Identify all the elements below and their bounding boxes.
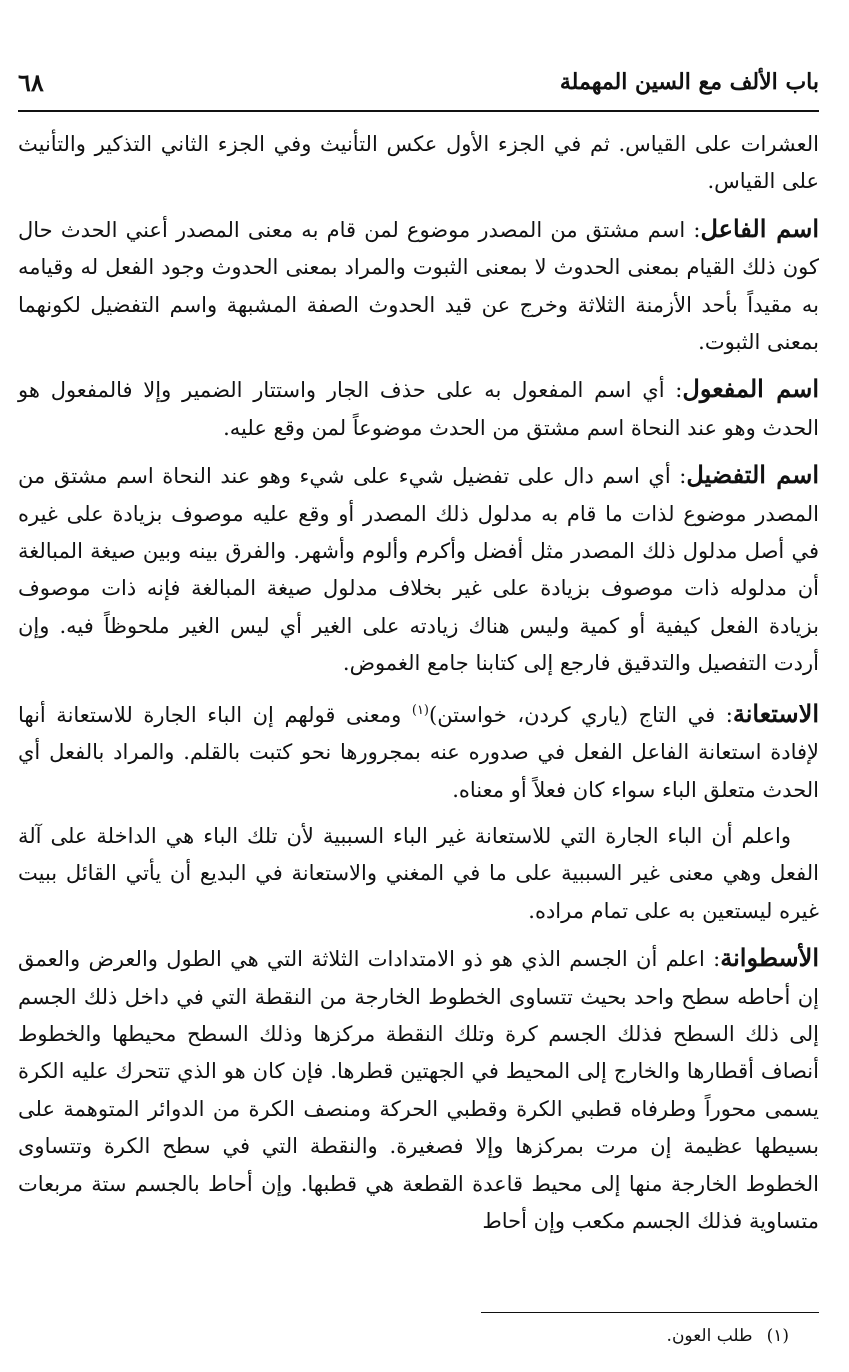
footnote-rule (481, 1312, 819, 1313)
entry-ism-al-fail (18, 210, 819, 362)
entry-term: اسم المفعول (682, 374, 819, 404)
entry-al-ustuwana (18, 939, 819, 1240)
entry-term: الاستعانة (732, 698, 819, 728)
page-header (18, 62, 819, 102)
entry-text: : أي اسم المفعول به على حذف الجار واستتار الضمير وإلا فالمفعول هو الحدث وهو عند النحاة اسم مشتق من الحدث موضوعاً لمن وقع عليه. (18, 378, 819, 440)
footnote-number: (١) (766, 1326, 789, 1346)
entry-al-istiana (18, 692, 819, 809)
entry-term: اسم الفاعل (700, 213, 819, 243)
entry-term: الأسطوانة (720, 943, 819, 973)
paragraph (18, 126, 819, 201)
entry-ism-al-maful (18, 370, 819, 447)
footnote (667, 1325, 789, 1347)
entry-text: : اسم مشتق من المصدر موضوع لمن قام به معنى المصدر أعني الحدث حال كون ذلك القيام بمعنى الحدوث لا بمعنى الثبوت والمراد بمعنى الحدوث وجود الفعل له وقيامه به مقيداً بأحد الأزمنة الثلاثة وخرج عن قيد الحدوث الصفة المشبهة واسم التفضيل لكونهما بمعنى الثبوت. (18, 217, 819, 355)
paragraph-text: واعلم أن الباء الجارة التي للاستعانة غير الباء السببية لأن تلك الباء هي الداخلة على آلة الفعل وهي معنى غير السببية على ما في المغني والاستعانة في البديع أن يأتي القائل ببيت غيره ليستعين به على تمام مراده. (18, 823, 819, 923)
running-title: باب الألف مع السين المهملة (559, 69, 819, 95)
footnote-text: طلب العون. (666, 1326, 753, 1346)
header-rule (18, 110, 819, 112)
entry-text: : أي اسم دال على تفضيل شيء على شيء وهو عند النحاة اسم مشتق من المصدر موضوع لذات ما قام به مدلول ذلك المصدر أو وقع عليه موصوف بزيادة على غيره في أصل مدلول ذلك المصدر مثل أفضل وأكرم وألوم وأشهر. والفرق بينه وبين صيغة المبالغة أن مدلوله ذات موصوف بزيادة على غير بخلاف مدلول صيغة المبالغة فإنه ذات موصوف بزيادة الفعل كيفية أو كمية وليس هناك زيادته على الغير أي ليس الغير ملحوظاً فيه. وإن أردت التفصيل والتدقيق فارجع إلى كتابنا جامع الغموض. (18, 464, 820, 676)
paragraph-text: العشرات على القياس. ثم في الجزء الأول عكس التأنيث وفي الجزء الثاني التذكير والتأنيث على القياس. (18, 132, 819, 194)
page-number: ٦٨ (18, 67, 44, 97)
entry-ism-al-tafdil (18, 456, 819, 682)
entry-text-continued: ومعنى قولهم إن الباء الجارة للاستعانة أنها لإفادة استعانة الفاعل الفعل في صدوره عنه بمجرورها نحو كتبت بالقلم. والمراد بالفعل أي الحدث متعلق الباء سواء كان فعلاً أو معناه. (18, 702, 819, 802)
body-text (18, 126, 819, 1249)
entry-text: : في التاج (ياري كردن، خواستن) (429, 702, 733, 727)
entry-term: اسم التفضيل (686, 460, 819, 490)
entry-text: : اعلم أن الجسم الذي هو ذو الامتدادات الثلاثة التي هي الطول والعرض والعمق إن أحاطه سطح واحد بحيث تتساوى الخطوط الخارجة من النقطة التي في داخل ذلك الجسم إلى ذلك السطح فذلك الجسم كرة وتلك النقطة مركزها وذلك السطح محيطها والخطوط أنصاف أقطارها والخارج إلى المحيط في الجهتين قطرها. فإن كان هو الذي تتحرك عليه الكرة يسمى محوراً وطرفاه قطبي الكرة وقطبي الحركة ومنصف الكرة من الدوائر المتوهمة على بسيطها عظيمة إن مرت بمركزها وإلا فصغيرة. والنقطة التي في سطح الكرة وتتساوى الخطوط الخارجة منها إلى محيط قاعدة القطعة هي قطبها. وإن أحاط بالجسم ستة مربعات متساوية فذلك الجسم مكعب وإن أحاط (18, 947, 819, 1233)
paragraph (18, 818, 819, 930)
footnote-reference: (١) (411, 702, 429, 718)
